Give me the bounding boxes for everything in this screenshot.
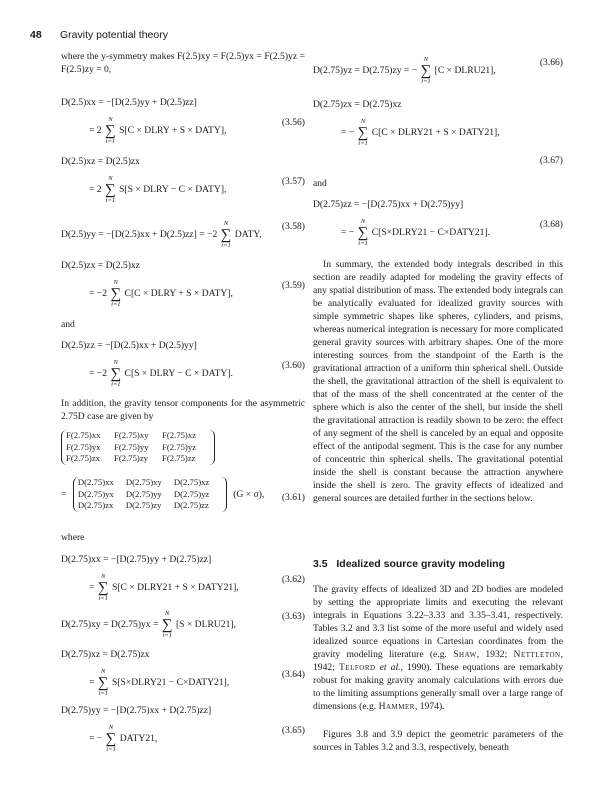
- equation-number: (3.63): [281, 611, 305, 622]
- matrix-row: [66, 453, 210, 465]
- summation-symbol: N ∑ i=1: [161, 610, 173, 639]
- matrix-cell: F(2.75)xz: [162, 430, 197, 440]
- matrix-cell: D(2.75)yx: [77, 488, 114, 499]
- where-text: where: [61, 532, 85, 543]
- equation-3-68: = − N ∑ i=1 C[S×DLRY21 − C×DATY21]. (3.68): [341, 218, 563, 247]
- matrix-F: [61, 430, 305, 465]
- equation-3-63: D(2.75)xy = D(2.75)yx = N ∑ i=1 [S × DLRU21], (3.63): [61, 610, 305, 639]
- section-heading: [313, 558, 505, 570]
- equation-number: (3.65): [281, 725, 305, 736]
- and-text-right: and: [313, 178, 327, 189]
- equation-3-57-line1: D(2.5)xz = D(2.5)zx: [61, 156, 140, 167]
- equation-3-67: = − N ∑ i=1 C[C × DLRY21 + S × DATY21],: [341, 118, 500, 147]
- equation-number: (3.62): [281, 574, 305, 585]
- paragraph-figures: Figures 3.8 and 3.9 depict the geometric parameters of the sources in Tables 3.2 and 3.3, respectively, beneath: [313, 729, 563, 753]
- matrix-cell: D(2.75)yy: [125, 488, 162, 499]
- equation-3-59-line1: D(2.5)zx = D(2.5)xz: [61, 260, 140, 271]
- page-number: 48: [30, 29, 42, 41]
- matrix-row: [78, 500, 222, 512]
- equation-3-60-line1: D(2.5)zz = −[D(2.5)xx + D(2.5)yy]: [61, 340, 197, 351]
- matrix-cell: D(2.75)yz: [173, 488, 210, 499]
- equation-number: (3.64): [281, 669, 305, 680]
- paragraph-summary: In summary, the extended body integrals described in this section are readily adapted for modeling the gravity effects of any spatial distribution of mass. The extended body integrals can be analytically evaluated for idealized gravity sources with simple symmetric shapes like spheres, cylinders, and prisms, whereas numerical integration is necessary for more complicated general gravity sources with arbitrary shapes. One of the more interesting sources from the standpoint of the Earth is the gravitational attraction of a uniform thin spherical shell. Outside the shell, the gravitational attraction of the shell is equivalent to that of the mass of the shell concentrated at the center of the sphere which is also the center of the shell, but inside the shell the gravitational attraction is readily shown to be zero: the effect of any segment of the shell is canceled by an equal and opposite effect of the antipodal segment. This is the case for any number of concentric thin spherical shells. The gravitational potential inside the shell is constant because the attraction anywhere inside the shell is zero. The gravity effects of idealized and general sources are detailed further in the sections below.: [313, 259, 563, 504]
- left-column: [61, 50, 305, 780]
- summation-symbol: N ∑ i=1: [420, 56, 432, 85]
- summation-symbol: N ∑ i=1: [97, 668, 109, 697]
- matrix-row: [78, 489, 222, 501]
- summation-symbol: N ∑ i=1: [105, 724, 117, 753]
- summation-symbol: N ∑ i=1: [357, 118, 369, 147]
- equation-3-56-line1: D(2.5)xx = −[D(2.5)yy + D(2.5)zz]: [61, 97, 197, 108]
- matrix-cell: F(2.75)yx: [66, 441, 101, 452]
- matrix-cell: F(2.75)xx: [66, 430, 101, 440]
- running-title: Gravity potential theory: [60, 29, 168, 41]
- equation-number: (3.60): [281, 360, 305, 371]
- right-column: [313, 50, 563, 780]
- equation-3-62-line1: D(2.75)xx = −[D(2.75)yy + D(2.75)zz]: [61, 554, 212, 565]
- paragraph-idealized: The gravity effects of idealized 3D and 2D bodies are modeled by setting the appropriate limits and executing the relevant integrals in Equations 3.22–3.33 and 3.35–3.41, respectively. Tables 3.2 and 3.3 list some of the more useful and widely used idealized source equations in Cartesian coordinates from the gravity modeling literature (e.g. Shaw, 1932; Nettleton, 1942; Telford et al., 1990). These equations are remarkably robust for making gravity anomaly calculations with errors due to the limiting assumptions generally small over a large range of dimensions (e.g. Hammer, 1974).: [313, 584, 564, 712]
- matrix-cell: F(2.75)yz: [162, 441, 197, 452]
- section-title: Idealized source gravity modeling: [336, 558, 506, 570]
- equation-3-61: = D(2.75)xx D(2.75)xy D(2.75)xz D(2.75)yx D(2.75)yy D(2.75)yz D(2.75)zx D(2.75)zy D(2.75)zz (G × σ), (3.61): [61, 477, 305, 510]
- paragraph-asymmetric: In addition, the gravity tensor components for the asymmetric 2.75D case are given by: [61, 398, 305, 422]
- equation-number: (3.68): [539, 219, 563, 230]
- matrix-cell: D(2.75)xz: [173, 477, 210, 487]
- equation-3-64: = N ∑ i=1 S[S×DLRY21 − C×DATY21], (3.64): [89, 668, 305, 697]
- matrix-cell: D(2.75)xy: [125, 477, 162, 487]
- matrix-cell: F(2.75)zx: [66, 453, 101, 463]
- equation-3-68-line1: D(2.75)zz = −[D(2.75)xx + D(2.75)yy]: [313, 199, 464, 210]
- summation-symbol: N ∑ i=1: [105, 116, 116, 145]
- page-header: [0, 0, 615, 40]
- equation-number: (3.67): [539, 155, 563, 166]
- matrix-row: [66, 430, 210, 442]
- summation-symbol: N ∑ i=1: [357, 218, 369, 247]
- matrix-cell: F(2.75)yy: [114, 441, 149, 452]
- matrix-row: [78, 477, 222, 489]
- equation-number: (3.57): [281, 176, 305, 187]
- equation-number: (3.66): [539, 57, 563, 68]
- and-text: and: [61, 319, 75, 330]
- matrix-cell: D(2.75)zy: [125, 500, 162, 510]
- equation-3-57: = 2 N ∑ i=1 S[S × DLRY − C × DATY], (3.57): [89, 175, 305, 204]
- summation-symbol: N ∑ i=1: [220, 220, 232, 249]
- equation-3-67-line1: D(2.75)zx = D(2.75)xz: [313, 99, 402, 110]
- equation-number: (3.56): [281, 117, 305, 128]
- intro-text: where the y-symmetry makes F(2.5)xy = F(2.5)yx = F(2.5)yz = F(2.5)zy = 0,: [61, 51, 305, 75]
- equation-3-62: = N ∑ i=1 S[C × DLRY21 + S × DATY21], (3.62): [89, 573, 305, 602]
- equation-number: (3.59): [281, 280, 305, 291]
- matrix-cell: F(2.75)xy: [114, 430, 149, 440]
- equation-3-66: D(2.75)yz = D(2.75)zy = − N ∑ i=1 [C × DLRU21], (3.66): [313, 56, 563, 85]
- matrix-cell: D(2.75)zx: [77, 500, 114, 510]
- matrix-cell: D(2.75)xx: [77, 477, 114, 487]
- equation-number: (3.61): [281, 492, 305, 503]
- equation-3-59: = −2 N ∑ i=1 C[C × DLRY + S × DATY], (3.59): [89, 279, 305, 308]
- equation-3-64-line1: D(2.75)xz = D(2.75)zx: [61, 649, 150, 660]
- matrix-cell: D(2.75)zz: [173, 500, 209, 510]
- equation-3-60: = −2 N ∑ i=1 C[S × DLRY − C × DATY]. (3.60): [89, 359, 305, 388]
- summation-symbol: N ∑ i=1: [110, 279, 122, 308]
- equation-number: (3.58): [281, 221, 305, 232]
- matrix-cell: F(2.75)zy: [114, 453, 149, 463]
- equation-3-65-line1: D(2.75)yy = −[D(2.75)xx + D(2.75)zz]: [61, 705, 212, 716]
- equation-3-58: D(2.5)yy = −[D(2.5)xx + D(2.5)zz] = −2 N ∑ i=1 DATY, (3.58): [61, 220, 305, 249]
- summation-symbol: N ∑ i=1: [105, 175, 116, 204]
- matrix-cell: F(2.75)zz: [162, 453, 196, 463]
- equation-3-65: = − N ∑ i=1 DATY21, (3.65): [89, 724, 305, 753]
- summation-symbol: N ∑ i=1: [97, 573, 109, 602]
- section-number: 3.5: [313, 558, 328, 570]
- summation-symbol: N ∑ i=1: [110, 359, 122, 388]
- equation-3-56: = 2 N ∑ i=1 S[C × DLRY + S × DATY], (3.56): [89, 116, 305, 145]
- matrix-row: [66, 442, 210, 454]
